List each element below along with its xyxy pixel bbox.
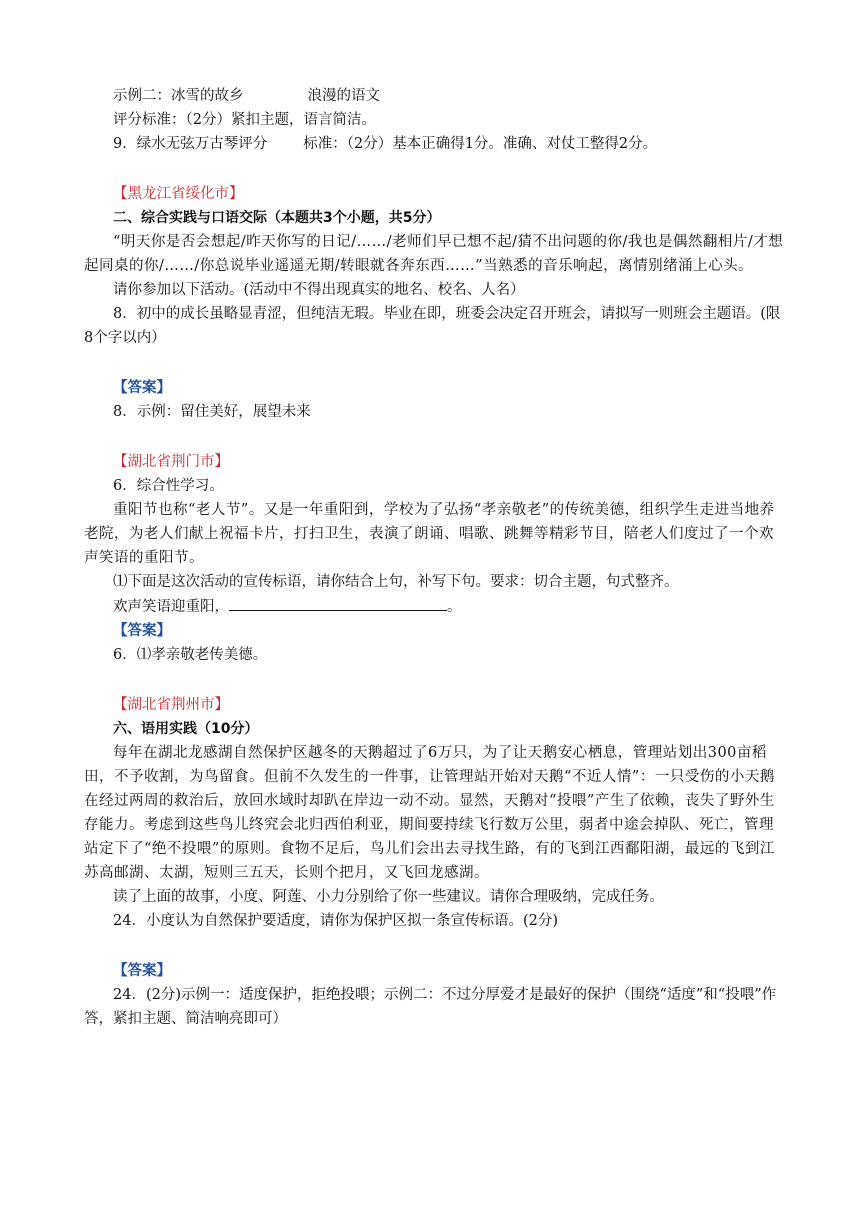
example-two-text: 示例二：冰雪的故乡 xyxy=(113,88,244,104)
answer-24: 24．(2分)示例一：适度保护，拒绝投喂；示例二：不过分厚爱才是最好的保护（围绕“适度”和“投喂”作答，紧扣主题、简洁响亮即可） xyxy=(84,987,777,1027)
fill-in-suffix: 。 xyxy=(447,599,462,615)
question-6-1: ⑴下面是这次活动的宣传标语，请你结合上句，补写下句。要求：切合主题，句式整齐。 xyxy=(113,574,679,590)
answer-tag-6: 【答案】 xyxy=(113,622,171,639)
answer-blank[interactable] xyxy=(229,594,447,611)
example-two-line xyxy=(84,84,784,108)
fill-in-line xyxy=(84,594,784,619)
answer-tag-8: 【答案】 xyxy=(113,379,171,396)
region-hubei-jingzhou: 【湖北省荆州市】 xyxy=(113,697,229,713)
question-8: 8．初中的成长虽略显青涩，但纯洁无瑕。毕业在即，班委会决定召开班会，请拟写一则班会主题语。(限8个字以内） xyxy=(84,306,781,346)
question-9-text: 9．绿水无弦万古琴评分 xyxy=(113,136,268,152)
song-lyrics-passage: “明天你是否会想起/昨天你写的日记/……/老师们早已想不起/猜不出问题的你/我也是偶然翻相片/才想起同桌的你/……/你总说毕业遥遥无期/转眼就各奔东西……”当熟悉的音乐响起，离情别绪涌上心头。 xyxy=(84,234,784,274)
double-ninth-passage: 重阳节也称“老人节”。又是一年重阳到，学校为了弘扬“孝亲敬老”的传统美德，组织学生走进当地养老院，为老人们献上祝福卡片，打扫卫生，表演了朗诵、唱歌、跳舞等精彩节目，陪老人们度过了一个欢声笑语的重阳节。 xyxy=(84,502,775,566)
section-heading-language: 六、语用实践（10分） xyxy=(113,721,259,737)
example-two-alt: 浪漫的语文 xyxy=(307,88,380,104)
swan-story-passage: 每年在湖北龙感湖自然保护区越冬的天鹅超过了6万只，为了让天鹅安心栖息，管理站划出300亩稻田，不予收割，为鸟留食。但前不久发生的一件事，让管理站开始对天鹅“不近人情”：一只受伤的小天鹅在经过两周的救治后，放回水域时却趴在岸边一动不动。显然，天鹅对“投喂”产生了依赖，丧失了野外生存能力。考虑到这些鸟儿终究会北归西伯利亚，期间要持续飞行数万公里，弱者中途会掉队、死亡，管理站定下了“绝不投喂”的原则。食物不足后，鸟儿们会出去寻找生路，有的飞到江西鄱阳湖，最远的飞到江苏高邮湖、太湖，短则三五天，长则个把月，又飞回龙感湖。 xyxy=(84,745,775,881)
question-24: 24．小度认为自然保护要适度，请你为保护区拟一条宣传标语。(2分) xyxy=(113,913,558,929)
item-6-title: 6．综合性学习。 xyxy=(113,478,224,494)
document-page xyxy=(84,84,784,1031)
activity-instruction: 请你参加以下活动。(活动中不得出现真实的地名、校名、人名） xyxy=(113,282,525,298)
section-heading-practice: 二、综合实践与口语交际（本题共3个小题，共5分） xyxy=(113,210,441,226)
question-9-line xyxy=(84,132,784,156)
answer-tag-24: 【答案】 xyxy=(113,962,171,979)
question-9-standard: 标准：（2分）基本正确得1分。准确、对仗工整得2分。 xyxy=(303,136,658,152)
region-hubei-jingmen: 【湖北省荆门市】 xyxy=(113,454,229,470)
fill-in-prefix: 欢声笑语迎重阳， xyxy=(113,599,229,615)
reading-instruction: 读了上面的故事，小度、阿莲、小力分别给了你一些建议。请你合理吸纳，完成任务。 xyxy=(113,889,664,905)
answer-8: 8．示例：留住美好，展望未来 xyxy=(113,404,311,420)
answer-6: 6．⑴孝亲敬老传美德。 xyxy=(113,647,268,663)
scoring-standard-line: 评分标准：（2分）紧扣主题，语言简洁。 xyxy=(113,112,376,128)
region-heilongjiang-suihua: 【黑龙江省绥化市】 xyxy=(113,186,244,202)
